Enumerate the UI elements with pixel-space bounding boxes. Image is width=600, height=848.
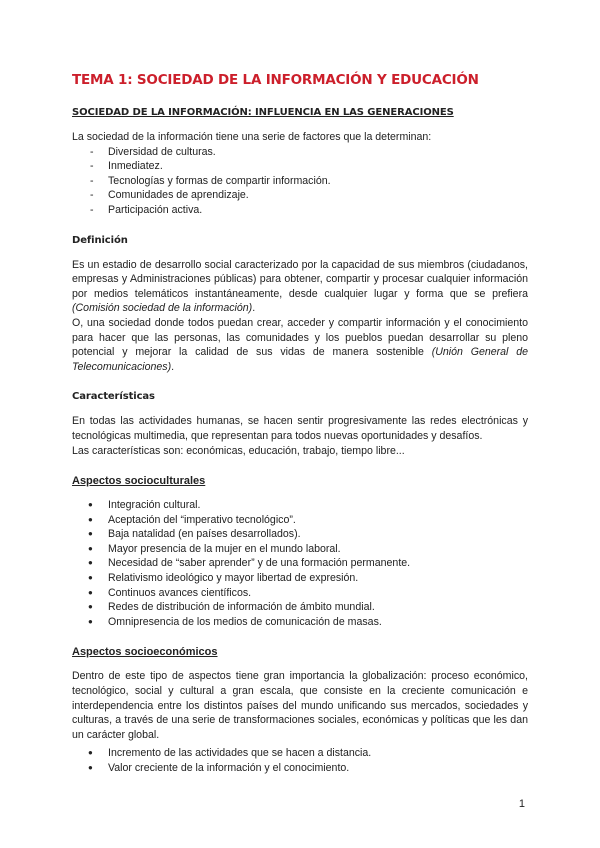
definicion-heading: Definición (72, 234, 128, 246)
list-item: - Participación activa. (72, 203, 528, 218)
list-item: ● Incremento de las actividades que se hacen a distancia. (72, 746, 528, 761)
page-title: TEMA 1: SOCIEDAD DE LA INFORMACIÓN Y EDUCACIÓN (72, 72, 479, 88)
definicion-p2-end: . (171, 360, 175, 373)
definicion-paragraph-1 (72, 258, 528, 316)
definicion-paragraph-2 (72, 316, 528, 374)
factors-list (72, 145, 528, 218)
socioeconomicos-paragraph: Dentro de este tipo de aspectos tiene gran importancia la globalización: proceso económico, tecnológico, social y cultural a gran escala, que consiste en la creciente comunicación e interdependencia entre los distintos países del mundo unificando sus mercados, sociedades y culturas, a través de una serie de transformaciones sociales, económicas y políticas que les dan un carácter global. (72, 670, 528, 741)
socioeconomicos-list (72, 746, 528, 775)
caracteristicas-heading: Características (72, 391, 155, 403)
definicion-p2-text: O, una sociedad donde todos puedan crear, acceder y compartir información y el conocimiento para hacer que las personas, las comunidades y los pueblos puedan desarrollar su pleno potencial y mejorar la calidad de sus vidas de manera sostenible (72, 316, 528, 359)
list-item: ● Baja natalidad (en países desarrollados). (72, 527, 528, 542)
caracteristicas-paragraph-2: Las características son: económicas, educación, trabajo, tiempo libre... (72, 444, 405, 457)
list-item: ● Valor creciente de la información y el conocimiento. (72, 761, 528, 776)
list-item: - Comunidades de aprendizaje. (72, 188, 528, 203)
list-item: ● Mayor presencia de la mujer en el mundo laboral. (72, 542, 528, 557)
page-number: 1 (518, 798, 525, 810)
list-item: ● Necesidad de “saber aprender” y de una formación permanente. (72, 556, 528, 571)
definicion-p1-source: (Comisión sociedad de la información) (72, 302, 253, 315)
definicion-p2-source: (Unión General de Telecomunicaciones) (72, 346, 528, 373)
list-item: ● Omnipresencia de los medios de comunicación de masas. (72, 615, 528, 630)
list-item: ● Integración cultural. (72, 498, 528, 513)
socioculturales-heading: Aspectos socioculturales (72, 475, 206, 488)
section-heading-sociedad: SOCIEDAD DE LA INFORMACIÓN: INFLUENCIA EN LAS GENERACIONES (72, 107, 454, 118)
list-item: ● Relativismo ideológico y mayor libertad de expresión. (72, 571, 528, 586)
list-item: ● Aceptación del “imperativo tecnológico”. (72, 513, 528, 528)
caracteristicas-paragraph-1: En todas las actividades humanas, se hacen sentir progresivamente las redes electrónicas y tecnológicas multimedia, que representan para todos nuevas oportunidades y desafíos. (72, 415, 528, 442)
definicion-p1-text: Es un estadio de desarrollo social caracterizado por la capacidad de sus miembros (ciudadanos, empresas y Administraciones públicas) para obtener, compartir y procesar cualquier información por medios telemáticos instantáneamente, desde cualquier lugar y forma que se prefiera (72, 258, 528, 300)
document-page (72, 70, 528, 776)
list-item: - Diversidad de culturas. (72, 145, 528, 160)
list-item: - Inmediatez. (72, 159, 528, 174)
definicion-p1-end: . (252, 302, 256, 315)
socioculturales-list (72, 498, 528, 629)
list-item: - Tecnologías y formas de compartir información. (72, 174, 528, 189)
list-item: ● Redes de distribución de información de ámbito mundial. (72, 600, 528, 615)
socioeconomicos-heading: Aspectos socioeconómicos (72, 646, 218, 659)
list-item: ● Continuos avances científicos. (72, 586, 528, 601)
section-intro: La sociedad de la información tiene una serie de factores que la determinan: (72, 131, 432, 143)
